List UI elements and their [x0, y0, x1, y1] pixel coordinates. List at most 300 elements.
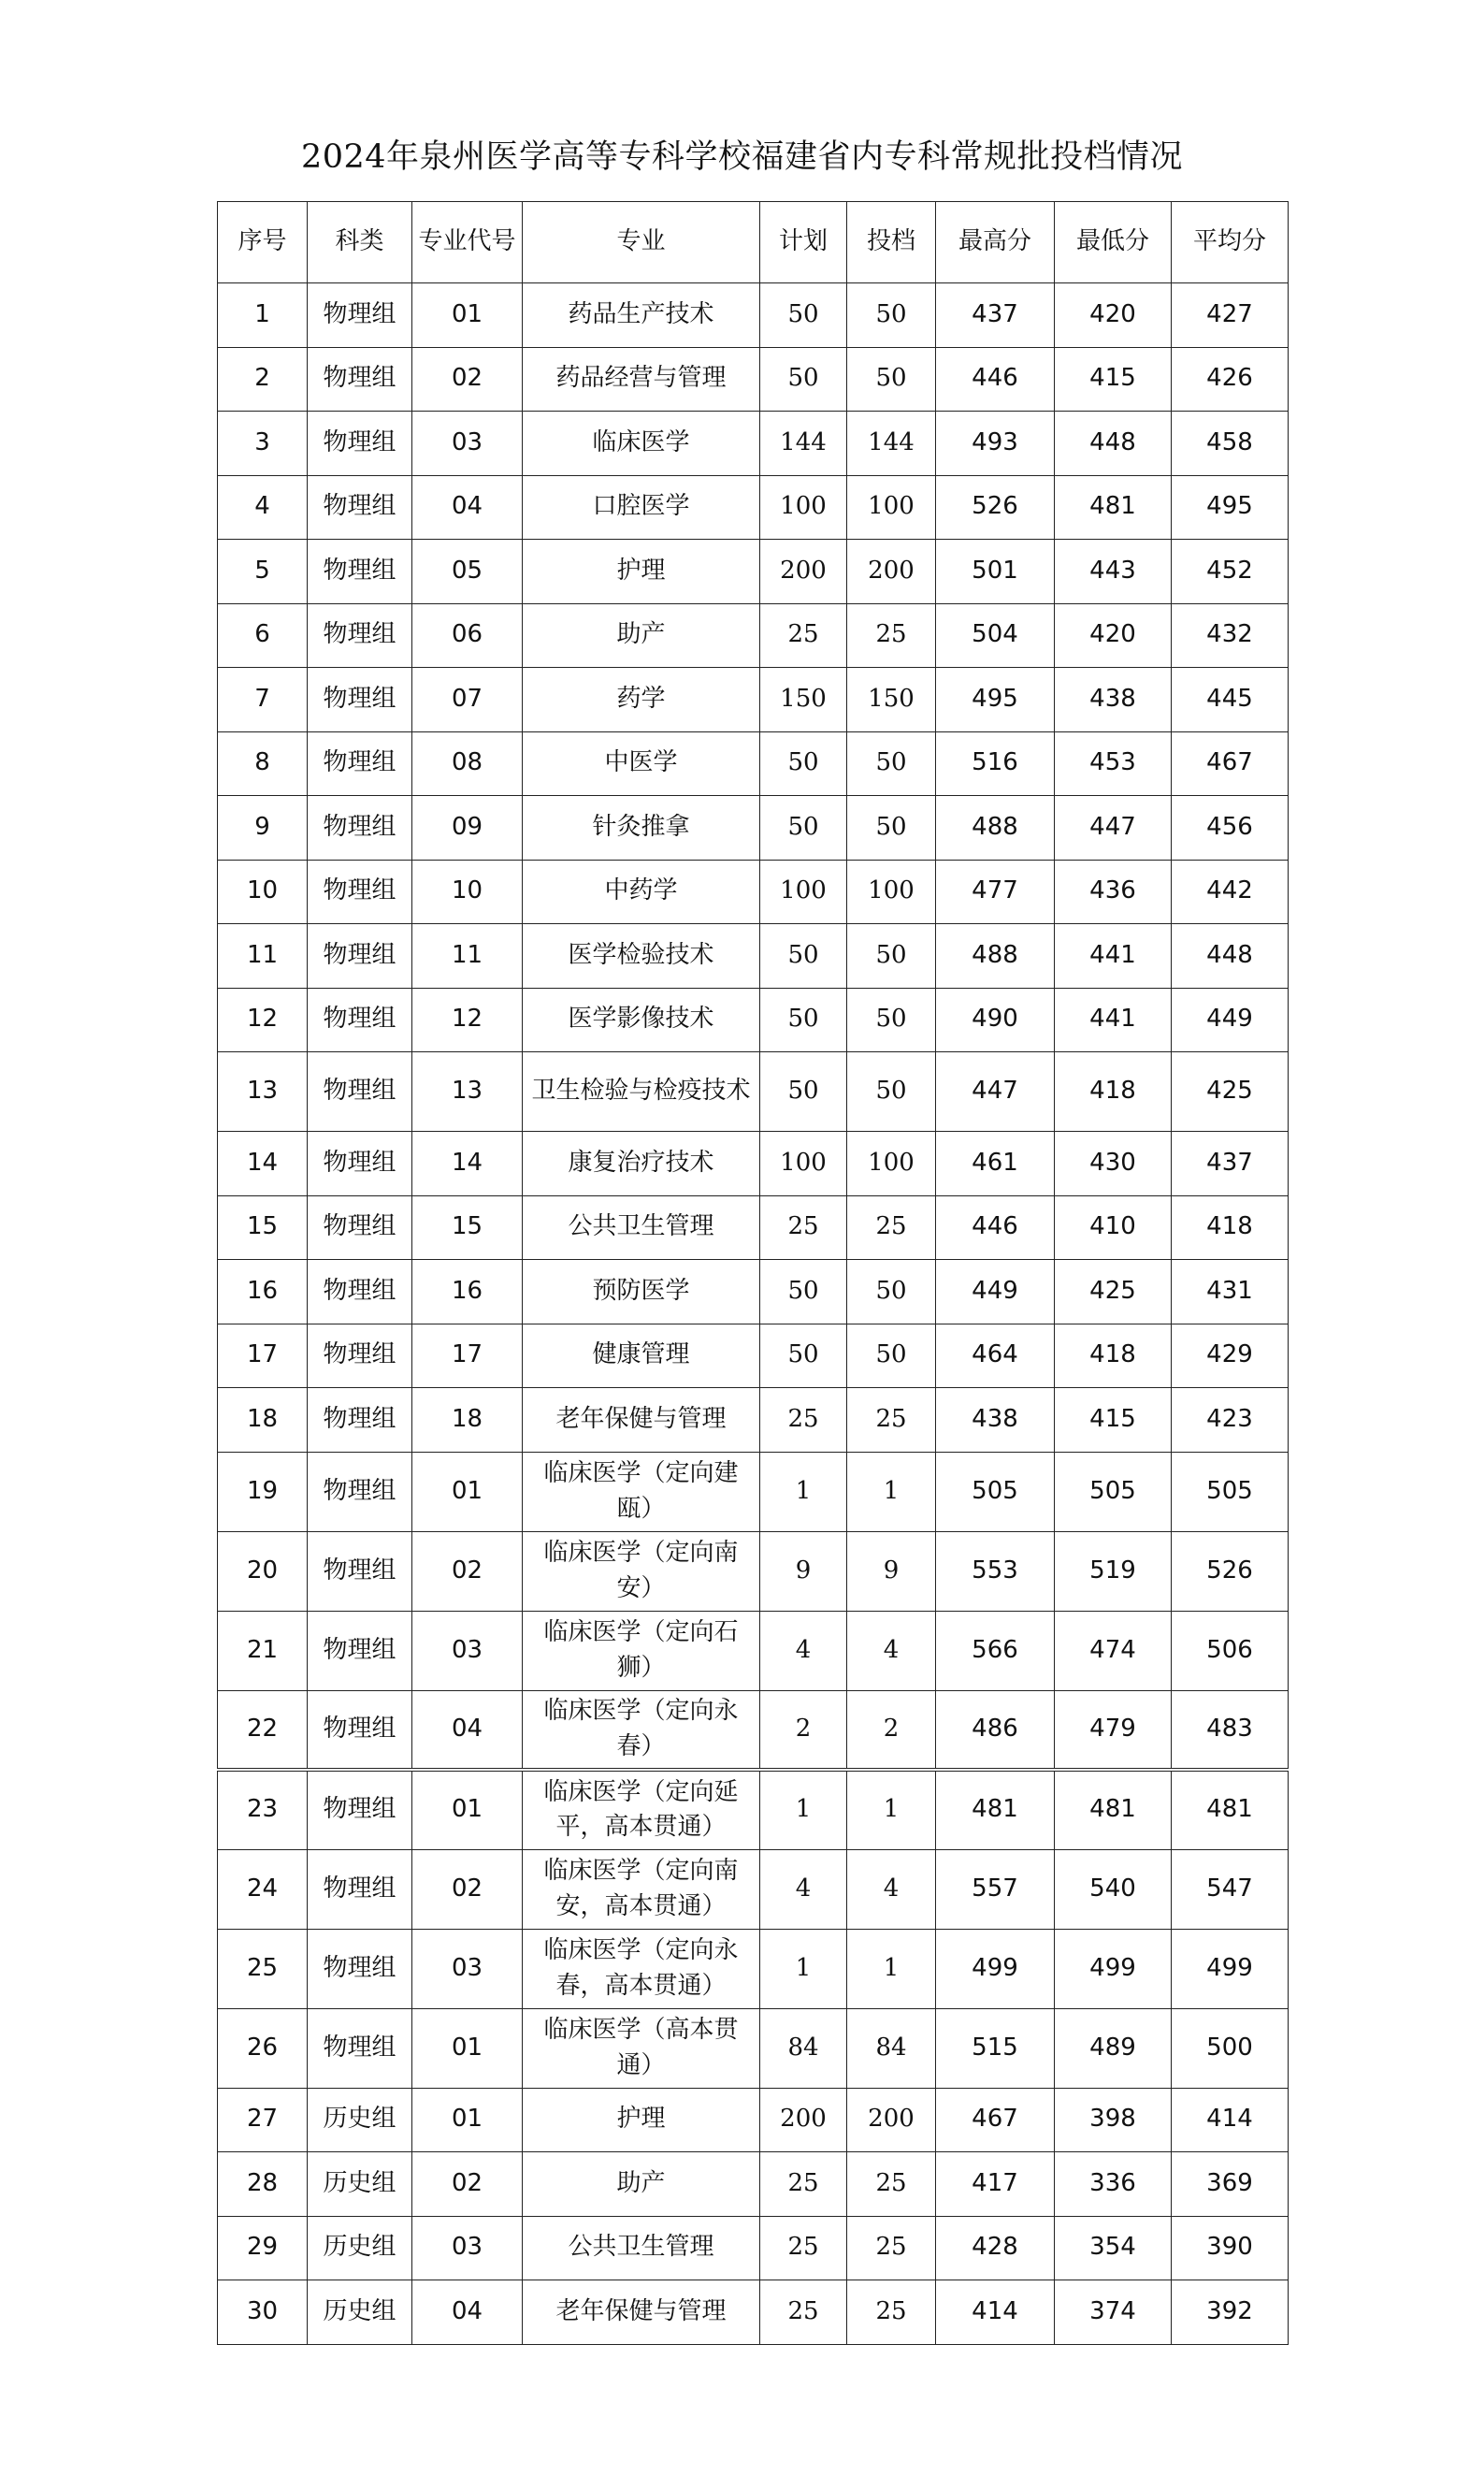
cell-no: 21 [218, 1611, 308, 1690]
cell-max: 417 [936, 2152, 1055, 2217]
cell-admitted: 144 [847, 412, 936, 476]
cell-max: 467 [936, 2088, 1055, 2152]
cell-no: 4 [218, 475, 308, 540]
cell-major: 药品经营与管理 [523, 347, 760, 412]
cell-avg: 418 [1172, 1195, 1289, 1260]
cell-min: 447 [1055, 796, 1172, 861]
cell-code: 14 [412, 1132, 523, 1196]
cell-plan: 25 [760, 2280, 847, 2345]
cell-category: 物理组 [308, 540, 412, 604]
table-row [218, 924, 1289, 989]
cell-plan: 100 [760, 475, 847, 540]
table-row [218, 860, 1289, 924]
cell-category: 物理组 [308, 412, 412, 476]
cell-avg: 458 [1172, 412, 1289, 476]
table-row [218, 1052, 1289, 1132]
cell-min: 540 [1055, 1849, 1172, 1929]
cell-code: 11 [412, 924, 523, 989]
cell-max: 461 [936, 1132, 1055, 1196]
table-row [218, 412, 1289, 476]
cell-no: 13 [218, 1052, 308, 1132]
table-row [218, 283, 1289, 348]
cell-plan: 50 [760, 1324, 847, 1388]
cell-max: 477 [936, 860, 1055, 924]
table-row [218, 2008, 1289, 2088]
cell-category: 历史组 [308, 2280, 412, 2345]
cell-code: 16 [412, 1260, 523, 1324]
cell-no: 12 [218, 988, 308, 1052]
cell-major: 临床医学（定向南安，高本贯通） [523, 1849, 760, 1929]
cell-avg: 423 [1172, 1388, 1289, 1453]
cell-category: 物理组 [308, 603, 412, 668]
cell-code: 12 [412, 988, 523, 1052]
cell-admitted: 1 [847, 1770, 936, 1849]
cell-code: 09 [412, 796, 523, 861]
cell-no: 3 [218, 412, 308, 476]
cell-admitted: 50 [847, 924, 936, 989]
cell-code: 02 [412, 1849, 523, 1929]
table-row [218, 1452, 1289, 1531]
cell-major: 医学影像技术 [523, 988, 760, 1052]
cell-plan: 50 [760, 1260, 847, 1324]
cell-plan: 50 [760, 1052, 847, 1132]
cell-category: 物理组 [308, 731, 412, 796]
cell-max: 449 [936, 1260, 1055, 1324]
cell-max: 495 [936, 668, 1055, 732]
cell-plan: 25 [760, 2216, 847, 2280]
cell-min: 441 [1055, 924, 1172, 989]
table-row [218, 1690, 1289, 1770]
cell-min: 436 [1055, 860, 1172, 924]
cell-major: 临床医学（定向永春） [523, 1690, 760, 1770]
cell-major: 中药学 [523, 860, 760, 924]
cell-plan: 1 [760, 1770, 847, 1849]
cell-code: 03 [412, 2216, 523, 2280]
cell-min: 374 [1055, 2280, 1172, 2345]
cell-category: 物理组 [308, 1132, 412, 1196]
cell-no: 24 [218, 1849, 308, 1929]
document-title: 2024年泉州医学高等专科学校福建省内专科常规批投档情况 [300, 138, 1184, 176]
cell-min: 425 [1055, 1260, 1172, 1324]
cell-admitted: 9 [847, 1531, 936, 1611]
cell-category: 物理组 [308, 1324, 412, 1388]
cell-major: 老年保健与管理 [523, 2280, 760, 2345]
cell-admitted: 25 [847, 2280, 936, 2345]
cell-avg: 483 [1172, 1690, 1289, 1770]
cell-major: 康复治疗技术 [523, 1132, 760, 1196]
cell-no: 6 [218, 603, 308, 668]
cell-category: 物理组 [308, 1611, 412, 1690]
cell-category: 物理组 [308, 860, 412, 924]
cell-code: 04 [412, 1690, 523, 1770]
cell-min: 505 [1055, 1452, 1172, 1531]
cell-category: 物理组 [308, 1052, 412, 1132]
cell-no: 17 [218, 1324, 308, 1388]
cell-max: 566 [936, 1611, 1055, 1690]
cell-max: 557 [936, 1849, 1055, 1929]
cell-min: 443 [1055, 540, 1172, 604]
cell-category: 物理组 [308, 1195, 412, 1260]
cell-category: 物理组 [308, 1770, 412, 1849]
admission-table [217, 201, 1289, 2345]
cell-max: 428 [936, 2216, 1055, 2280]
cell-plan: 50 [760, 347, 847, 412]
cell-max: 499 [936, 1929, 1055, 2008]
cell-major: 老年保健与管理 [523, 1388, 760, 1453]
cell-no: 18 [218, 1388, 308, 1453]
cell-admitted: 100 [847, 475, 936, 540]
cell-major: 药品生产技术 [523, 283, 760, 348]
cell-plan: 4 [760, 1611, 847, 1690]
cell-max: 438 [936, 1388, 1055, 1453]
cell-admitted: 25 [847, 2152, 936, 2217]
cell-admitted: 1 [847, 1452, 936, 1531]
cell-avg: 426 [1172, 347, 1289, 412]
cell-code: 15 [412, 1195, 523, 1260]
cell-admitted: 200 [847, 2088, 936, 2152]
cell-plan: 25 [760, 2152, 847, 2217]
cell-plan: 1 [760, 1929, 847, 2008]
cell-min: 354 [1055, 2216, 1172, 2280]
cell-avg: 499 [1172, 1929, 1289, 2008]
cell-code: 17 [412, 1324, 523, 1388]
cell-major: 中医学 [523, 731, 760, 796]
header-cell: 专业代号 [412, 202, 523, 283]
cell-major: 助产 [523, 603, 760, 668]
cell-code: 13 [412, 1052, 523, 1132]
cell-admitted: 50 [847, 1260, 936, 1324]
header-cell: 平均分 [1172, 202, 1289, 283]
cell-no: 26 [218, 2008, 308, 2088]
cell-category: 物理组 [308, 796, 412, 861]
header-row [218, 202, 1289, 283]
table-row [218, 1611, 1289, 1690]
cell-max: 490 [936, 988, 1055, 1052]
cell-plan: 25 [760, 1195, 847, 1260]
table-row [218, 1531, 1289, 1611]
cell-plan: 50 [760, 283, 847, 348]
cell-major: 护理 [523, 2088, 760, 2152]
header-cell: 投档 [847, 202, 936, 283]
cell-code: 08 [412, 731, 523, 796]
cell-code: 03 [412, 1611, 523, 1690]
cell-no: 23 [218, 1770, 308, 1849]
cell-avg: 467 [1172, 731, 1289, 796]
cell-no: 7 [218, 668, 308, 732]
table-row [218, 1770, 1289, 1849]
cell-plan: 50 [760, 796, 847, 861]
cell-category: 物理组 [308, 668, 412, 732]
cell-min: 415 [1055, 347, 1172, 412]
cell-admitted: 50 [847, 283, 936, 348]
table-row [218, 1324, 1289, 1388]
cell-admitted: 25 [847, 1388, 936, 1453]
cell-min: 448 [1055, 412, 1172, 476]
cell-max: 488 [936, 924, 1055, 989]
cell-no: 27 [218, 2088, 308, 2152]
table-header [218, 202, 1289, 283]
cell-max: 526 [936, 475, 1055, 540]
cell-avg: 445 [1172, 668, 1289, 732]
cell-max: 493 [936, 412, 1055, 476]
cell-no: 9 [218, 796, 308, 861]
table-row [218, 1388, 1289, 1453]
cell-major: 公共卫生管理 [523, 1195, 760, 1260]
cell-plan: 25 [760, 1388, 847, 1453]
table-body [218, 283, 1289, 2345]
cell-avg: 431 [1172, 1260, 1289, 1324]
cell-admitted: 84 [847, 2008, 936, 2088]
cell-admitted: 25 [847, 2216, 936, 2280]
cell-plan: 1 [760, 1452, 847, 1531]
table-row [218, 540, 1289, 604]
cell-avg: 452 [1172, 540, 1289, 604]
cell-avg: 456 [1172, 796, 1289, 861]
cell-plan: 2 [760, 1690, 847, 1770]
cell-major: 临床医学（定向建瓯） [523, 1452, 760, 1531]
cell-avg: 432 [1172, 603, 1289, 668]
header-cell: 专业 [523, 202, 760, 283]
cell-avg: 500 [1172, 2008, 1289, 2088]
cell-avg: 505 [1172, 1452, 1289, 1531]
cell-min: 441 [1055, 988, 1172, 1052]
cell-plan: 144 [760, 412, 847, 476]
cell-category: 物理组 [308, 1452, 412, 1531]
cell-major: 药学 [523, 668, 760, 732]
cell-admitted: 150 [847, 668, 936, 732]
cell-major: 助产 [523, 2152, 760, 2217]
cell-major: 口腔医学 [523, 475, 760, 540]
cell-admitted: 50 [847, 1324, 936, 1388]
cell-avg: 526 [1172, 1531, 1289, 1611]
cell-no: 22 [218, 1690, 308, 1770]
cell-max: 464 [936, 1324, 1055, 1388]
cell-major: 临床医学（定向南安） [523, 1531, 760, 1611]
cell-min: 430 [1055, 1132, 1172, 1196]
cell-admitted: 100 [847, 1132, 936, 1196]
cell-code: 02 [412, 1531, 523, 1611]
cell-plan: 50 [760, 924, 847, 989]
cell-max: 505 [936, 1452, 1055, 1531]
cell-code: 01 [412, 2088, 523, 2152]
cell-major: 卫生检验与检疫技术 [523, 1052, 760, 1132]
cell-code: 02 [412, 347, 523, 412]
cell-plan: 100 [760, 860, 847, 924]
cell-min: 438 [1055, 668, 1172, 732]
cell-max: 516 [936, 731, 1055, 796]
header-cell: 最低分 [1055, 202, 1172, 283]
cell-min: 489 [1055, 2008, 1172, 2088]
cell-avg: 449 [1172, 988, 1289, 1052]
cell-no: 20 [218, 1531, 308, 1611]
cell-plan: 150 [760, 668, 847, 732]
cell-major: 针灸推拿 [523, 796, 760, 861]
header-cell: 计划 [760, 202, 847, 283]
cell-no: 29 [218, 2216, 308, 2280]
table-row [218, 603, 1289, 668]
cell-min: 499 [1055, 1929, 1172, 2008]
table-row [218, 475, 1289, 540]
cell-category: 物理组 [308, 1260, 412, 1324]
cell-major: 医学检验技术 [523, 924, 760, 989]
cell-no: 2 [218, 347, 308, 412]
cell-max: 447 [936, 1052, 1055, 1132]
cell-no: 11 [218, 924, 308, 989]
cell-code: 03 [412, 1929, 523, 2008]
cell-min: 398 [1055, 2088, 1172, 2152]
cell-min: 481 [1055, 1770, 1172, 1849]
cell-admitted: 25 [847, 603, 936, 668]
cell-category: 物理组 [308, 924, 412, 989]
cell-category: 物理组 [308, 1929, 412, 2008]
table-row [218, 1132, 1289, 1196]
cell-avg: 547 [1172, 1849, 1289, 1929]
cell-plan: 9 [760, 1531, 847, 1611]
cell-min: 418 [1055, 1324, 1172, 1388]
cell-admitted: 50 [847, 731, 936, 796]
cell-major: 临床医学（定向永春，高本贯通） [523, 1929, 760, 2008]
cell-avg: 414 [1172, 2088, 1289, 2152]
cell-min: 453 [1055, 731, 1172, 796]
table-row [218, 1260, 1289, 1324]
cell-plan: 200 [760, 2088, 847, 2152]
cell-max: 504 [936, 603, 1055, 668]
table-row [218, 988, 1289, 1052]
table-row [218, 1929, 1289, 2008]
cell-avg: 390 [1172, 2216, 1289, 2280]
cell-avg: 427 [1172, 283, 1289, 348]
cell-no: 14 [218, 1132, 308, 1196]
cell-max: 446 [936, 347, 1055, 412]
cell-admitted: 200 [847, 540, 936, 604]
cell-admitted: 25 [847, 1195, 936, 1260]
cell-code: 02 [412, 2152, 523, 2217]
cell-category: 物理组 [308, 1849, 412, 1929]
cell-min: 420 [1055, 283, 1172, 348]
cell-avg: 437 [1172, 1132, 1289, 1196]
table-row [218, 2280, 1289, 2345]
cell-min: 474 [1055, 1611, 1172, 1690]
cell-plan: 25 [760, 603, 847, 668]
cell-no: 16 [218, 1260, 308, 1324]
cell-no: 8 [218, 731, 308, 796]
cell-code: 01 [412, 2008, 523, 2088]
cell-min: 519 [1055, 1531, 1172, 1611]
cell-category: 物理组 [308, 1690, 412, 1770]
cell-plan: 50 [760, 988, 847, 1052]
header-cell: 科类 [308, 202, 412, 283]
cell-avg: 369 [1172, 2152, 1289, 2217]
cell-admitted: 50 [847, 988, 936, 1052]
cell-code: 10 [412, 860, 523, 924]
cell-code: 03 [412, 412, 523, 476]
table-row [218, 668, 1289, 732]
cell-admitted: 4 [847, 1849, 936, 1929]
cell-code: 01 [412, 283, 523, 348]
header-cell: 最高分 [936, 202, 1055, 283]
cell-category: 物理组 [308, 1388, 412, 1453]
cell-major: 临床医学（高本贯通） [523, 2008, 760, 2088]
cell-max: 446 [936, 1195, 1055, 1260]
cell-admitted: 50 [847, 796, 936, 861]
cell-min: 481 [1055, 475, 1172, 540]
cell-code: 18 [412, 1388, 523, 1453]
cell-min: 418 [1055, 1052, 1172, 1132]
cell-max: 501 [936, 540, 1055, 604]
cell-category: 历史组 [308, 2088, 412, 2152]
cell-major: 护理 [523, 540, 760, 604]
cell-plan: 4 [760, 1849, 847, 1929]
cell-category: 物理组 [308, 1531, 412, 1611]
table-row [218, 2088, 1289, 2152]
table-row [218, 1195, 1289, 1260]
table-row [218, 731, 1289, 796]
cell-no: 5 [218, 540, 308, 604]
cell-code: 05 [412, 540, 523, 604]
cell-min: 410 [1055, 1195, 1172, 1260]
cell-admitted: 100 [847, 860, 936, 924]
cell-major: 临床医学（定向延平，高本贯通） [523, 1770, 760, 1849]
cell-plan: 200 [760, 540, 847, 604]
cell-max: 488 [936, 796, 1055, 861]
cell-no: 19 [218, 1452, 308, 1531]
cell-no: 28 [218, 2152, 308, 2217]
cell-category: 物理组 [308, 2008, 412, 2088]
cell-major: 临床医学（定向石狮） [523, 1611, 760, 1690]
cell-avg: 429 [1172, 1324, 1289, 1388]
cell-admitted: 4 [847, 1611, 936, 1690]
cell-min: 479 [1055, 1690, 1172, 1770]
cell-category: 物理组 [308, 475, 412, 540]
header-cell: 序号 [218, 202, 308, 283]
cell-max: 515 [936, 2008, 1055, 2088]
cell-avg: 392 [1172, 2280, 1289, 2345]
cell-category: 物理组 [308, 988, 412, 1052]
cell-code: 06 [412, 603, 523, 668]
cell-avg: 442 [1172, 860, 1289, 924]
cell-no: 15 [218, 1195, 308, 1260]
cell-max: 414 [936, 2280, 1055, 2345]
cell-min: 415 [1055, 1388, 1172, 1453]
cell-code: 04 [412, 475, 523, 540]
cell-code: 04 [412, 2280, 523, 2345]
cell-admitted: 1 [847, 1929, 936, 2008]
table-row [218, 796, 1289, 861]
cell-no: 10 [218, 860, 308, 924]
cell-max: 437 [936, 283, 1055, 348]
cell-max: 486 [936, 1690, 1055, 1770]
cell-plan: 84 [760, 2008, 847, 2088]
cell-major: 预防医学 [523, 1260, 760, 1324]
cell-category: 历史组 [308, 2216, 412, 2280]
cell-avg: 448 [1172, 924, 1289, 989]
cell-category: 物理组 [308, 347, 412, 412]
cell-avg: 495 [1172, 475, 1289, 540]
cell-max: 481 [936, 1770, 1055, 1849]
cell-no: 25 [218, 1929, 308, 2008]
cell-code: 01 [412, 1452, 523, 1531]
cell-avg: 506 [1172, 1611, 1289, 1690]
cell-avg: 481 [1172, 1770, 1289, 1849]
cell-max: 553 [936, 1531, 1055, 1611]
cell-admitted: 2 [847, 1690, 936, 1770]
cell-category: 物理组 [308, 283, 412, 348]
cell-avg: 425 [1172, 1052, 1289, 1132]
cell-admitted: 50 [847, 1052, 936, 1132]
cell-major: 临床医学 [523, 412, 760, 476]
table-row [218, 2152, 1289, 2217]
table-row [218, 2216, 1289, 2280]
